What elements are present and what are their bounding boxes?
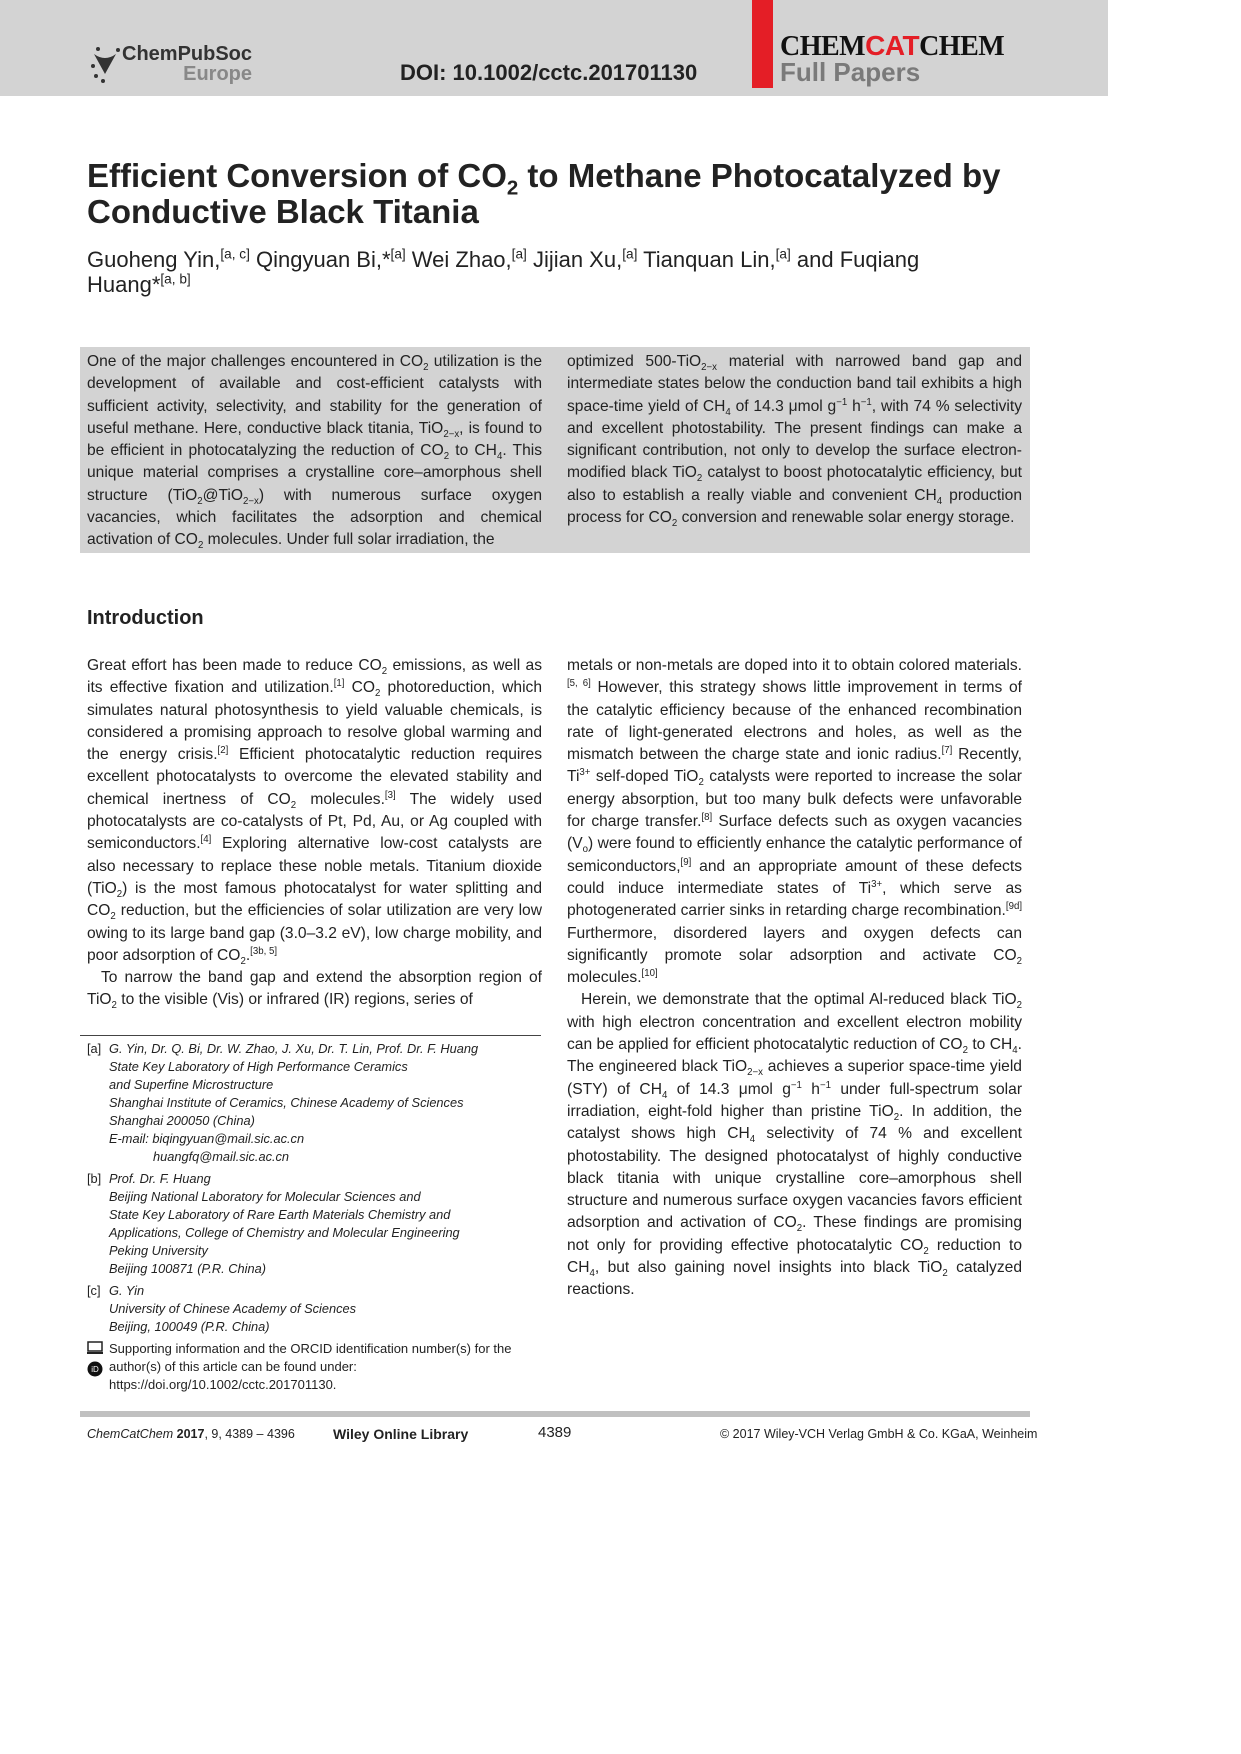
affiliation-c [87,1282,542,1336]
supporting-link[interactable]: https://doi.org/10.1002/cctc.201701130. [109,1377,337,1392]
supporting-text: author(s) of this article can be found under: [109,1359,357,1374]
orcid-icon [87,1361,103,1377]
supporting-text: Supporting information and the ORCID identification number(s) for the [109,1341,512,1356]
affiliation-line: Beijing, 100049 (P.R. China) [109,1319,270,1334]
abstract-left: One of the major challenges encountered in $CO_2$ utilization is the development of available and cost-efficient catalysts with sufficient activity, selectivity, and stability for the generation of useful methane. Here, conductive black titania, TiO$_{2-x}$, is found to be efficient in photocatalyzing the reduction of $CO_2$ to $CH_4$. This unique material comprises a crystalline core–amorphous shell structure (TiO$_2$@TiO$_{2-x}$) with numerous surface oxygen vacancies, which facilitates the adsorption and chemical activation of $CO_2$ molecules. Under full solar irradiation, the [87,353,543,552]
footer-bar [80,1411,1030,1417]
citation [87,1427,295,1441]
affiliation-a [87,1040,542,1166]
affiliation-line: G. Yin [109,1283,145,1298]
paragraph: To narrow the band gap and extend the absorption region of TiO$_2$ to the visible (Vis) or infrared (IR) regions, series of [87,969,542,1012]
abstract-box [80,347,1030,553]
footer-volume: , 9, 4389 – 4396 [204,1427,295,1441]
journal-name-part: CAT [865,30,920,61]
wiley-online-library: Wiley Online Library [333,1426,469,1442]
page-number: 4389 [538,1424,572,1441]
author-list: Guoheng Yin,[a, c] Qingyuan Bi,*[a] Wei Zhao,[a] Jijian Xu,[a] Tianquan Lin,[a] and Fuqiang Huang*[a, b] [87,246,920,297]
affiliation-line: G. Yin, Dr. Q. Bi, Dr. W. Zhao, J. Xu, Dr. T. Lin, Prof. Dr. F. Huang [109,1041,479,1056]
email-link[interactable]: E-mail: biqingyuan@mail.sic.ac.cn [109,1131,305,1146]
doi: DOI: 10.1002/cctc.201701130 [400,60,698,85]
computer-icon [87,1340,103,1356]
publisher-logo [88,44,252,84]
publisher-region: Europe [183,63,253,85]
paragraph: metals or non-metals are doped into it to obtain colored materials.[5, 6] However, this strategy shows little improvement in terms of the catalytic efficiency because of the enhanced recombination rate of light-generated electrons and holes, as well as the mismatch between the charge state and ionic radius.[7] Recently, $Ti^{3+}$ self-doped TiO$_2$ catalysts were reported to increase the solar energy absorption, but too many bulk defects were unfavorable for charge transfer.[8] Surface defects such as oxygen vacancies $(V_o)$ were found to efficiently enhance the catalytic performance of semiconductors,[9] and an appropriate amount of these defects could induce intermediate states of $Ti^{3+}$, which serve as photogenerated carrier sinks in retarding charge recombination.[9d] Furthermore, disordered layers and oxygen defects can significantly promote solar adsorption and activate $CO_2$ molecules.[10] [567,657,1022,987]
accent-bar [752,0,773,88]
svg-text:iD: iD [91,1365,99,1374]
affiliation-line: Peking University [109,1243,208,1258]
affiliation-label: [a] [87,1041,102,1056]
publisher-name: ChemPubSoc [122,43,253,65]
footnote-divider [80,1035,541,1036]
paragraph: Herein, we demonstrate that the optimal Al-reduced black TiO$_2$ with high electron concentration and excellent electron mobility can be applied for efficient photocatalytic reduction of $CO_2$ to $CH_4$. The engineered black TiO$_{2-x}$ achieves a superior space-time yield (STY) of $CH_4$ of 14.3 μmol $g^{-1}$ $h^{-1}$ under full-spectrum solar irradiation, eight-fold higher than pristine TiO$_2$. In addition, the catalyst shows high $CH_4$ selectivity of 74 % and excellent photostability. The designed photocatalyst of highly conductive black titania with unique crystalline core–amorphous shell structure and numerous surface oxygen vacancies favors efficient adsorption and activation of $CO_2$. These findings are promising not only for providing effective photocatalytic $CO_2$ reduction to $CH_4$, but also gaining novel insights into black TiO$_2$ catalyzed reactions. [567,991,1023,1299]
affiliations [87,1040,542,1394]
copyright: © 2017 Wiley-VCH Verlag GmbH & Co. KGaA, Weinheim [720,1427,1038,1441]
affiliation-label: [c] [87,1283,101,1298]
affiliation-line: Beijing 100871 (P.R. China) [109,1261,266,1276]
article-title: Efficient Conversion of $CO_2$ to Methane Photocatalyzed by Conductive Black Titania [87,157,1001,230]
supporting-info [87,1340,542,1394]
footer-journal: ChemCatChem [87,1427,174,1441]
article-type: Full Papers [780,57,921,87]
section-heading: Introduction [87,607,204,629]
affiliation-line: Beijing National Laboratory for Molecular Sciences and [109,1189,421,1204]
email-link[interactable]: huangfq@mail.sic.ac.cn [153,1149,290,1164]
affiliation-line: University of Chinese Academy of Sciences [109,1301,357,1316]
affiliation-line: State Key Laboratory of Rare Earth Materials Chemistry and [109,1207,451,1222]
abstract-right: optimized 500-TiO$_{2-x}$ material with narrowed band gap and intermediate states below the conduction band tail exhibits a high space-time yield of $CH_4$ of 14.3 μmol $g^{-1}$ $h^{-1}$, with 74 % selectivity and excellent photostability. The present findings can make a significant contribution, not only to develop the surface electron-modified black TiO$_2$ catalyst to boost photocatalytic efficiency, but also to establish a really viable and convenient $CH_4$ production process for $CO_2$ conversion and renewable solar energy storage. [567,353,1022,530]
affiliation-line: Shanghai Institute of Ceramics, Chinese Academy of Sciences [109,1095,464,1110]
affiliation-line: Prof. Dr. F. Huang [109,1171,211,1186]
affiliation-label: [b] [87,1171,102,1186]
affiliation-line: State Key Laboratory of High Performance Ceramics [109,1059,408,1074]
journal-name-part: CHEM [780,31,866,62]
affiliation-line: Shanghai 200050 (China) [109,1113,255,1128]
journal-name-part: CHEM [919,31,1005,62]
affiliation-b [87,1170,542,1278]
stars-logo-icon [88,44,122,84]
affiliation-line: and Superfine Microstructure [109,1077,274,1092]
intro-right-column [567,655,1022,1302]
affiliation-line: Applications, College of Chemistry and Molecular Engineering [109,1225,460,1240]
paragraph: Great effort has been made to reduce $CO_2$ emissions, as well as its effective fixation and utilization.[1] $CO_2$ photoreduction, which simulates natural photosynthesis to yield valuable chemicals, is considered a promising approach to resolve global warming and the energy crisis.[2] Efficient photocatalytic reduction requires excellent photocatalysts to overcome the elevated stability and chemical inertness of $CO_2$ molecules.[3] The widely used photocatalysts are co-catalysts of Pt, Pd, Au, or Ag coupled with semiconductors.[4] Exploring alternative low-cost catalysts are also necessary to replace these noble metals. Titanium dioxide (TiO$_2$) is the most famous photocatalyst for water splitting and $CO_2$ reduction, but the efficiencies of solar utilization are very low owing to its large band gap (3.0–3.2 eV), low charge mobility, and poor adsorption of $CO_2.[3b, 5]$ [87,657,542,967]
intro-left-column [87,655,542,1012]
footer-year: 2017 [176,1427,205,1441]
